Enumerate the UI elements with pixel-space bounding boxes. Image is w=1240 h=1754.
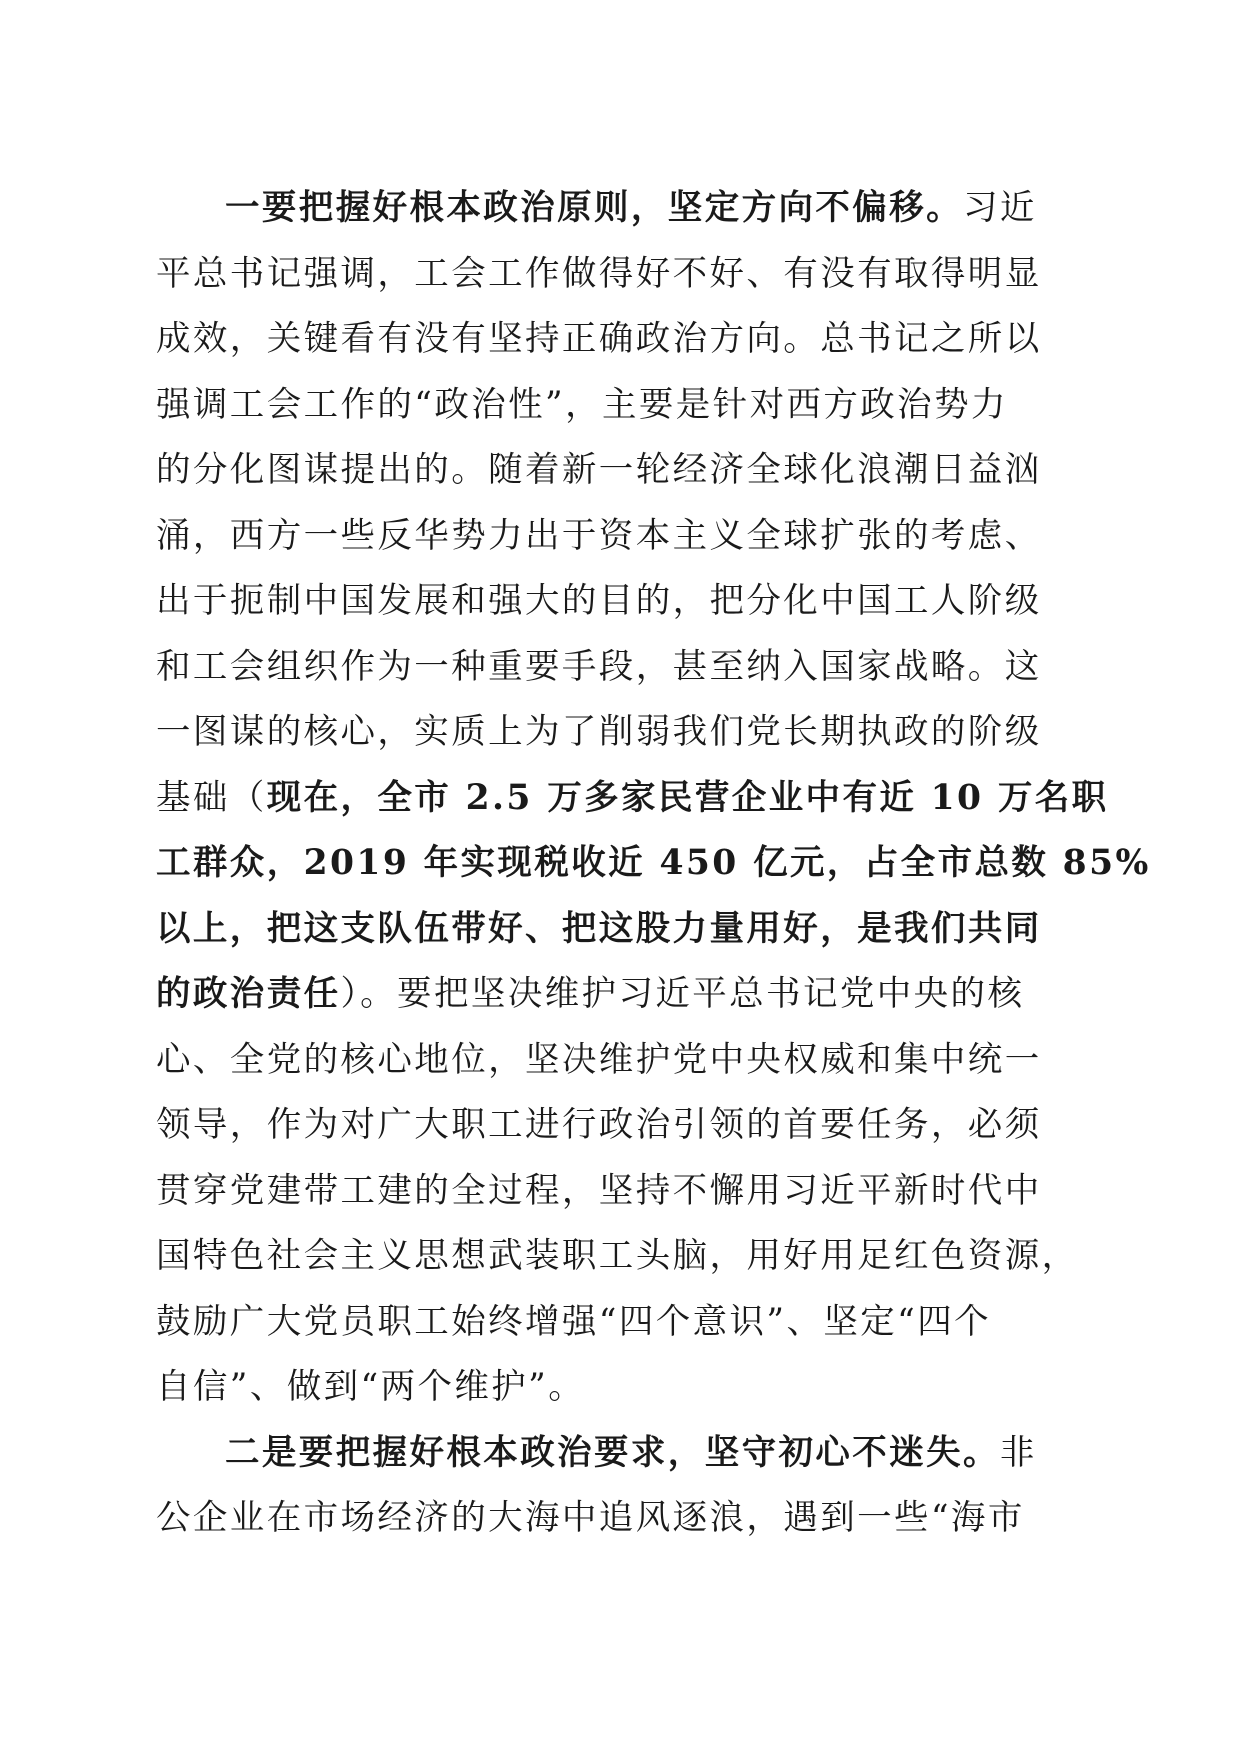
paragraph-2-line-1 [156,1421,1092,1487]
paragraph-1-line-10 [156,766,1109,832]
paragraph-1-line-2: 平总书记强调，工会工作做得好不好、有没有取得明显 [156,253,1042,294]
paragraph-1-text: ）。要把坚决维护习近平总书记党中央的核 [340,974,1025,1014]
paragraph-1-line-15: 领导，作为对广大职工进行政治引领的首要任务，必须 [156,1105,1042,1145]
paragraph-1-line-7: 出于扼制中国发展和强大的目的，把分化中国工人阶级 [156,581,1042,621]
paragraph-1-line-6: 涌，西方一些反华势力出于资本主义全球扩张的考虑、 [156,515,1042,556]
paragraph-1-line-1 [156,176,1092,242]
paragraph-1-line-9: 一图谋的核心，实质上为了削弱我们党长期执政的阶级 [156,712,1042,752]
paragraph-2-text: 非 [999,1432,1037,1473]
paragraph-2-heading: 二是要把握好根本政治要求，坚守初心不迷失。 [225,1432,1000,1473]
paragraph-1-line-13 [156,962,1092,1028]
paragraph-1-line-18: 鼓励广大党员职工始终增强“四个意识”、坚定“四个 [156,1301,992,1342]
emphasis-text: 的政治责任 [156,974,341,1014]
paragraph-1-line-17: 国特色社会主义思想武装职工头脑，用好用足红色资源， [156,1236,1079,1276]
paragraph-1-text: 习近 [963,188,1037,228]
paragraph-1-line-14: 心、全党的核心地位，坚决维护党中央权威和集中统一 [156,1039,1042,1080]
emphasis-text: 现在，全市 2.5 万多家民营企业中有近 10 万名职 [266,777,1109,818]
document-body [156,176,1151,1552]
paragraph-1-line-16: 贯穿党建带工建的全过程，坚持不懈用习近平新时代中 [156,1170,1042,1211]
paragraph-1-text: 基础（ [156,777,267,818]
paragraph-1-line-12: 以上，把这支队伍带好、把这股力量用好，是我们共同 [156,908,1042,949]
paragraph-1-line-3: 成效，关键看有没有坚持正确政治方向。总书记之所以 [156,319,1042,359]
paragraph-1-line-8: 和工会组织作为一种重要手段，甚至纳入国家战略。这 [156,646,1042,687]
paragraph-1-heading: 一要把握好根本政治原则，坚定方向不偏移。 [225,188,963,228]
paragraph-1-line-19: 自信”、做到“两个维护”。 [156,1367,586,1407]
paragraph-1-line-5: 的分化图谋提出的。随着新一轮经济全球化浪潮日益汹 [156,450,1042,490]
paragraph-1-line-11: 工群众，2019 年实现税收近 450 亿元，占全市总数 85% [156,843,1151,883]
paragraph-2-line-2: 公企业在市场经济的大海中追风逐浪，遇到一些“海市 [156,1498,1025,1538]
paragraph-1-line-4: 强调工会工作的“政治性”，主要是针对西方政治势力 [156,384,1008,425]
